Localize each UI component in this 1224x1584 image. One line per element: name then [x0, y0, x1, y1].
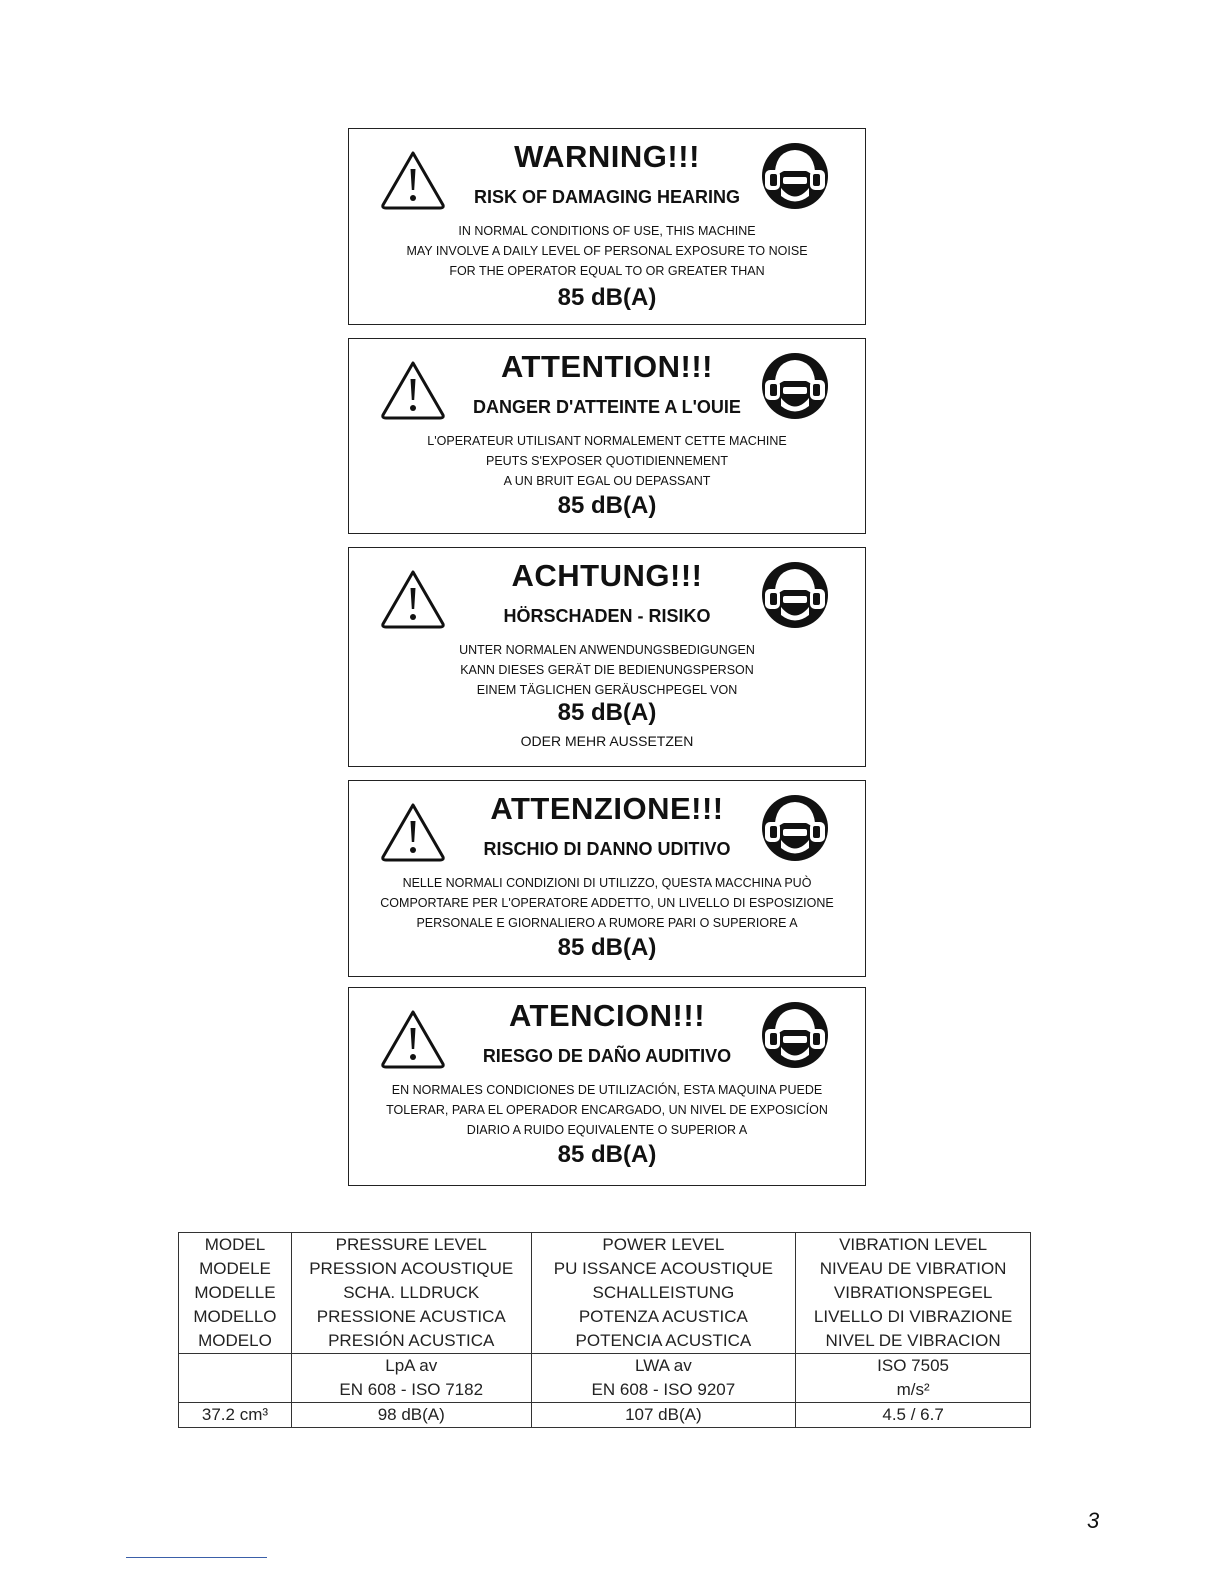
noise-level: 85 dB(A)	[557, 492, 657, 519]
noise-vibration-table	[178, 1232, 1031, 1428]
value-model: 37.2 cm³	[179, 1403, 292, 1428]
panel-text	[349, 1080, 865, 1140]
panel-text-line: UNTER NORMALEN ANWENDUNGSBEDIGUNGEN	[459, 643, 755, 657]
header-model: MODEL MODELE MODELLE MODELLO MODELO	[179, 1233, 292, 1354]
panel-text-line: IN NORMAL CONDITIONS OF USE, THIS MACHINE	[458, 224, 756, 238]
noise-level: 85 dB(A)	[557, 1141, 657, 1168]
noise-level: 85 dB(A)	[557, 284, 657, 311]
panel-text	[349, 873, 865, 933]
warning-panel-de	[348, 547, 866, 767]
header-power-level: POWER LEVEL PU ISSANCE ACOUSTIQUE SCHALLEISTUNG POTENZA ACUSTICA POTENCIA ACUSTICA	[531, 1233, 796, 1354]
warning-panel-en	[348, 128, 866, 325]
panel-text	[349, 221, 865, 281]
panel-text-line: MAY INVOLVE A DAILY LEVEL OF PERSONAL EXPOSURE TO NOISE	[406, 244, 808, 258]
panel-subtitle: RISK OF DAMAGING HEARING	[473, 187, 740, 207]
warning-panel-es	[348, 987, 866, 1186]
noise-level: 85 dB(A)	[557, 699, 657, 726]
panel-text-line: COMPORTARE PER L'OPERATORE ADDETTO, UN LIVELLO DI ESPOSIZIONE	[380, 896, 834, 910]
panel-text-line: KANN DIESES GERÄT DIE BEDIENUNGSPERSON	[460, 663, 754, 677]
panel-text-line: EN NORMALES CONDICIONES DE UTILIZACIÓN, ESTA MAQUINA PUEDE	[391, 1083, 823, 1097]
panel-title: ACHTUNG!!!	[511, 558, 703, 593]
page-number: 3	[1087, 1508, 1100, 1533]
panel-text-line: L'OPERATEUR UTILISANT NORMALEMENT CETTE MACHINE	[427, 434, 787, 448]
value-vibration: 4.5 / 6.7	[796, 1403, 1031, 1428]
footnote-rule	[126, 1557, 267, 1558]
panel-text-line: FOR THE OPERATOR EQUAL TO OR GREATER THAN	[449, 264, 765, 278]
table-units-row	[179, 1354, 1031, 1403]
panel-subtitle: HÖRSCHADEN - RISIKO	[503, 606, 711, 626]
panel-text-line: TOLERAR, PARA EL OPERADOR ENCARGADO, UN NIVEL DE EXPOSICÍON	[386, 1103, 828, 1117]
panel-title: WARNING!!!	[514, 139, 700, 174]
panel-text	[349, 431, 865, 491]
panel-subtitle: DANGER D'ATTEINTE A L'OUIE	[473, 397, 741, 417]
table-header-row	[179, 1233, 1031, 1354]
panel-text-line: EINEM TÄGLICHEN GERÄUSCHPEGEL VON	[476, 683, 738, 697]
panel-title: ATENCION!!!	[508, 998, 706, 1033]
panel-text-line: A UN BRUIT EGAL OU DEPASSANT	[503, 474, 711, 488]
value-pressure: 98 dB(A)	[291, 1403, 531, 1428]
units-model	[179, 1354, 292, 1403]
header-pressure-level: PRESSURE LEVEL PRESSION ACOUSTIQUE SCHA. LLDRUCK PRESSIONE ACUSTICA PRESIÓN ACUSTICA	[291, 1233, 531, 1354]
noise-level: 85 dB(A)	[557, 934, 657, 961]
units-vibration: ISO 7505 m/s²	[796, 1354, 1031, 1403]
table-values-row	[179, 1403, 1031, 1428]
warning-panel-it	[348, 780, 866, 977]
units-pressure: LpA av EN 608 - ISO 7182	[291, 1354, 531, 1403]
panel-subtitle: RIESGO DE DAÑO AUDITIVO	[482, 1046, 732, 1066]
panel-text-line: NELLE NORMALI CONDIZIONI DI UTILIZZO, QUESTA MACCHINA PUÒ	[402, 876, 812, 890]
panel-extra-text: ODER MEHR AUSSETZEN	[520, 733, 694, 749]
panel-text-line: DIARIO A RUIDO EQUIVALENTE O SUPERIOR A	[466, 1123, 748, 1137]
warning-panel-fr	[348, 338, 866, 534]
panel-text-line: PERSONALE E GIORNALIERO A RUMORE PARI O SUPERIORE A	[416, 916, 798, 930]
panel-text-line: PEUTS S'EXPOSER QUOTIDIENNEMENT	[485, 454, 728, 468]
units-power: LWA av EN 608 - ISO 9207	[531, 1354, 796, 1403]
panel-title: ATTENZIONE!!!	[490, 791, 724, 826]
header-vibration-level: VIBRATION LEVEL NIVEAU DE VIBRATION VIBRATIONSPEGEL LIVELLO DI VIBRAZIONE NIVEL DE VIBRACION	[796, 1233, 1031, 1354]
panel-title: ATTENTION!!!	[500, 349, 714, 384]
value-power: 107 dB(A)	[531, 1403, 796, 1428]
panel-text	[349, 640, 865, 700]
panel-subtitle: RISCHIO DI DANNO UDITIVO	[483, 839, 731, 859]
